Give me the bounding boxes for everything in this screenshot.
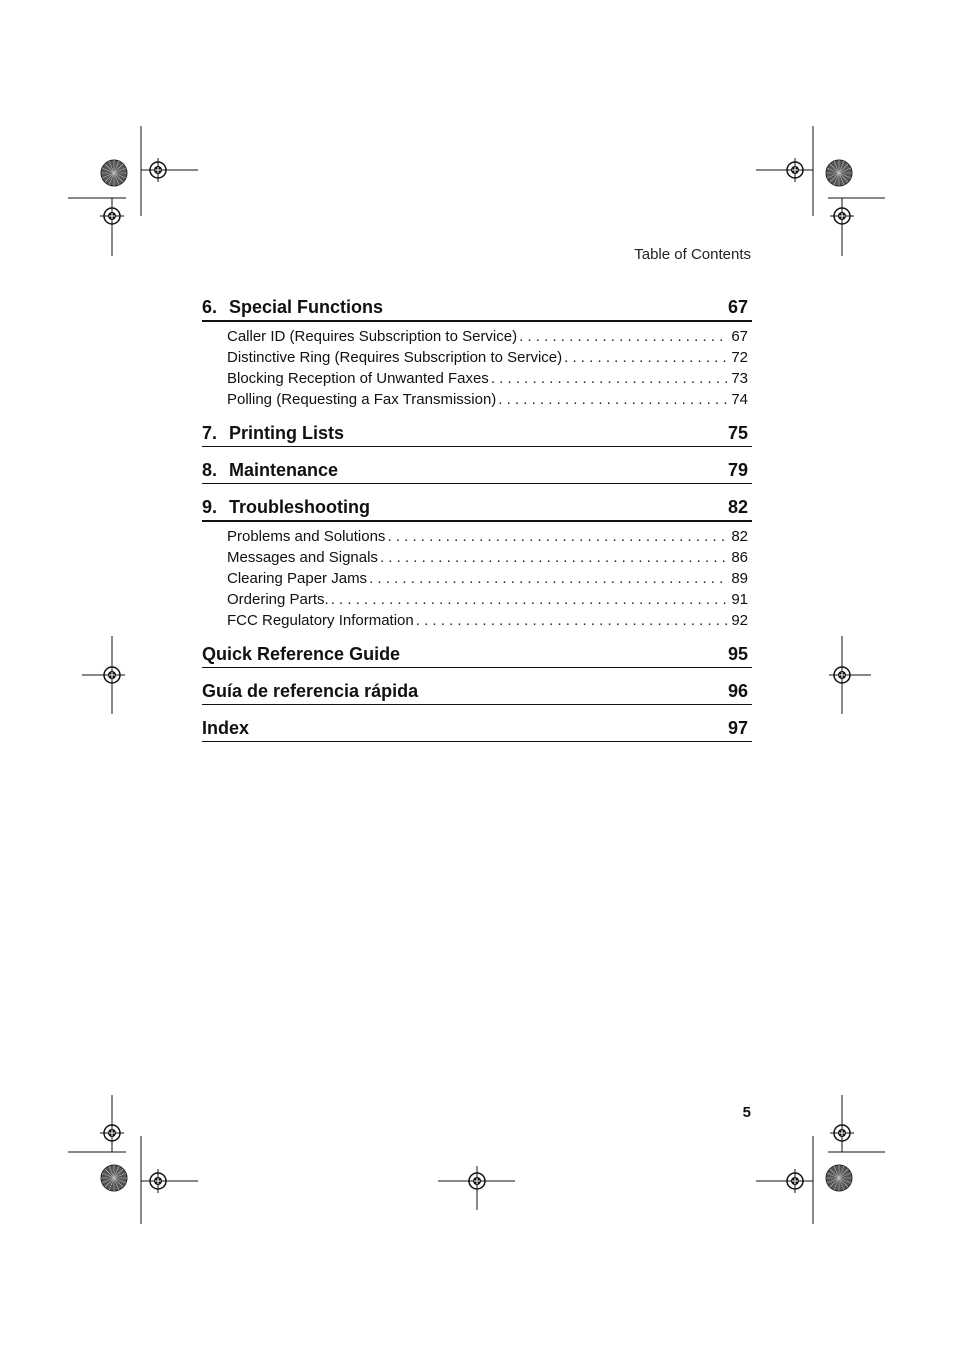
section-page-number: 75 <box>727 423 748 443</box>
entry-label: Blocking Reception of Unwanted Faxes <box>227 370 489 387</box>
section-title: Special Functions <box>229 297 384 317</box>
crosshair-icon <box>783 158 807 182</box>
page-number: 5 <box>742 1104 751 1121</box>
crosshair-icon <box>146 1169 170 1193</box>
entry-page-number: 67 <box>731 328 748 345</box>
running-header: Table of Contents <box>634 246 751 263</box>
section-number: 9. <box>202 497 218 517</box>
entry-label: Polling (Requesting a Fax Transmission) <box>227 391 497 408</box>
section-title: Troubleshooting <box>229 497 370 517</box>
crosshair-icon <box>100 1121 124 1145</box>
section-page-number: 96 <box>727 681 748 701</box>
entry-label: Problems and Solutions <box>227 528 386 545</box>
entry-page-number: 82 <box>731 528 748 545</box>
section-number: 6. <box>202 297 218 317</box>
star-target-icon <box>826 160 852 186</box>
entry-label: Caller ID (Requires Subscription to Service) <box>227 328 518 345</box>
crosshair-icon <box>100 663 124 687</box>
crosshair-icon <box>830 1121 854 1145</box>
section-number: 7. <box>202 423 218 443</box>
entry-label: FCC Regulatory Information <box>227 612 414 629</box>
entry-page-number: 74 <box>731 391 748 408</box>
entry-page-number: 72 <box>731 349 748 366</box>
entry-page-number: 86 <box>731 549 748 566</box>
crosshair-icon <box>465 1169 489 1193</box>
section-number: 8. <box>202 460 218 480</box>
section-page-number: 95 <box>727 644 748 664</box>
section-title: Guía de referencia rápida <box>202 681 419 701</box>
entry-page-number: 89 <box>731 570 748 587</box>
section-title: Index <box>202 718 250 738</box>
crosshair-icon <box>783 1169 807 1193</box>
star-target-icon <box>101 160 127 186</box>
section-page-number: 82 <box>727 497 748 517</box>
entry-label: Distinctive Ring (Requires Subscription to Service) <box>227 349 563 366</box>
star-target-icon <box>101 1165 127 1191</box>
entry-page-number: 91 <box>731 591 748 608</box>
section-title: Maintenance <box>229 460 339 480</box>
crosshair-icon <box>830 663 854 687</box>
entry-label: Ordering Parts. <box>227 591 329 608</box>
section-page-number: 97 <box>727 718 748 738</box>
crosshair-icon <box>830 204 854 228</box>
entry-label: Clearing Paper Jams <box>227 570 368 587</box>
section-page-number: 67 <box>727 297 748 317</box>
entry-page-number: 92 <box>731 612 748 629</box>
entry-label: Messages and Signals <box>227 549 378 566</box>
section-title: Printing Lists <box>229 423 345 443</box>
star-target-icon <box>826 1165 852 1191</box>
crosshair-icon <box>100 204 124 228</box>
section-page-number: 79 <box>727 460 748 480</box>
entry-page-number: 73 <box>731 370 748 387</box>
section-title: Quick Reference Guide <box>202 644 401 664</box>
crosshair-icon <box>146 158 170 182</box>
